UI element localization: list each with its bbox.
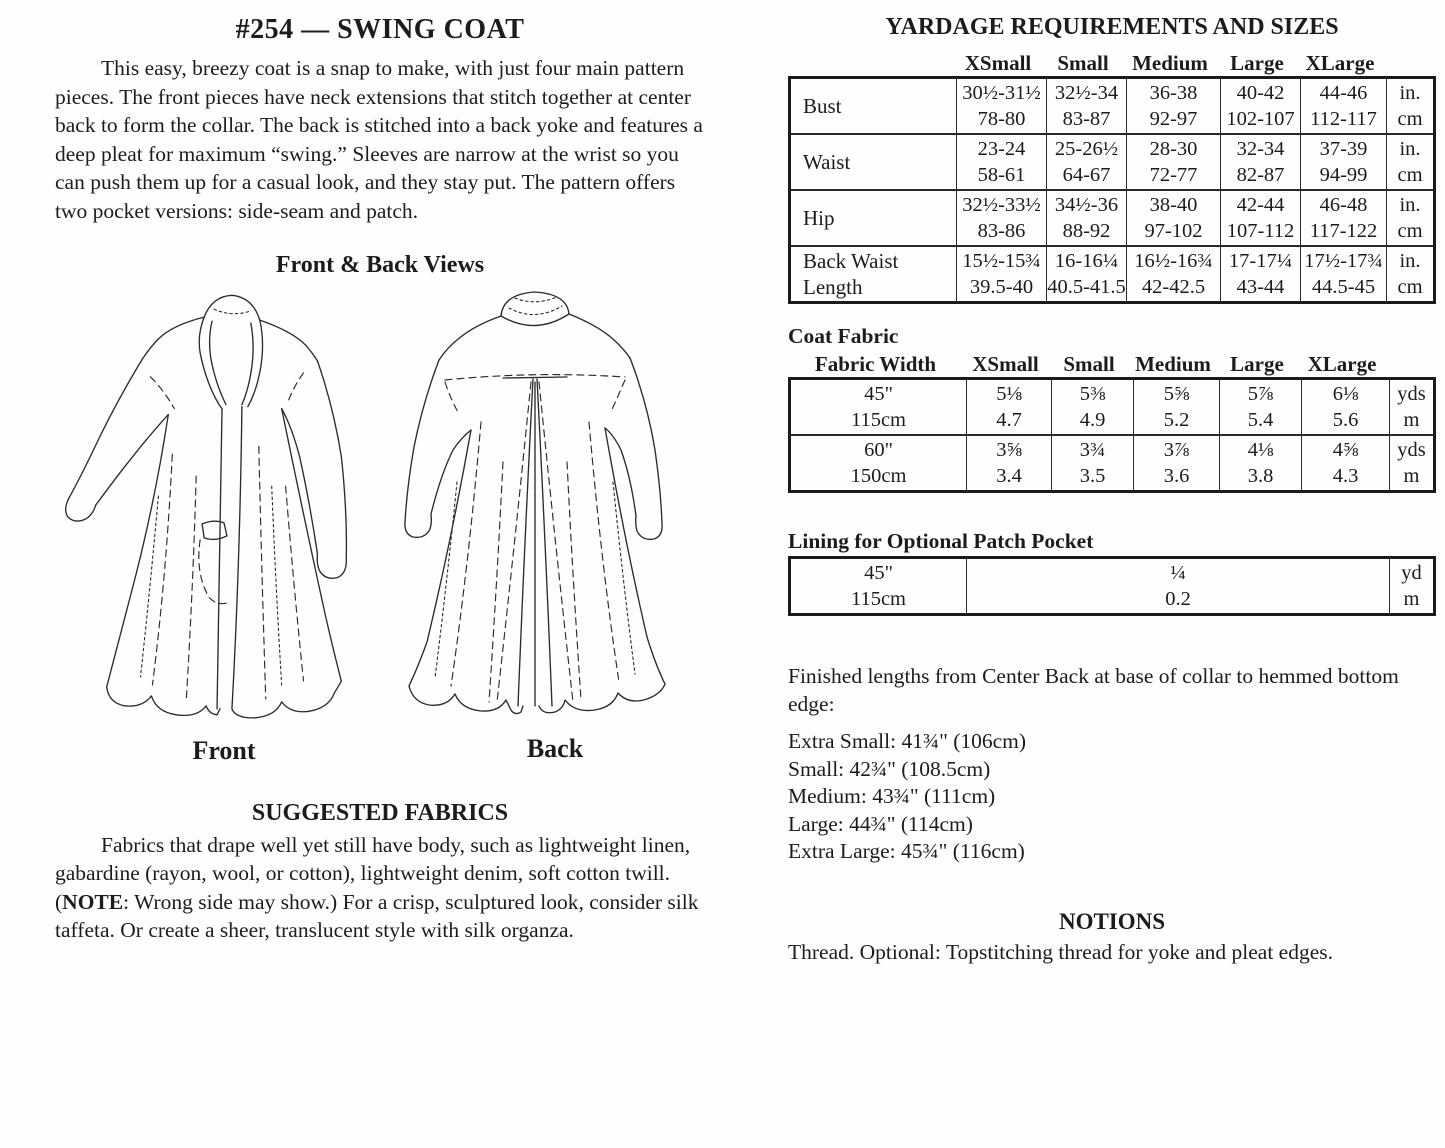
left-column bbox=[55, 12, 705, 945]
measure-cell bbox=[1046, 247, 1126, 301]
size-header-large: Large bbox=[1230, 51, 1284, 75]
value-cm: 112-117 bbox=[1310, 108, 1377, 130]
unit-cell bbox=[1386, 247, 1433, 301]
value-cm: 83-87 bbox=[1062, 108, 1111, 130]
value-cm: 58-61 bbox=[977, 164, 1026, 186]
value-yds: 3¾ bbox=[1079, 439, 1106, 461]
unit-cm: cm bbox=[1397, 276, 1423, 298]
back-label: Back bbox=[526, 733, 584, 763]
fabric-row-60 bbox=[791, 434, 1433, 490]
unit-cm: cm bbox=[1397, 108, 1423, 130]
yardage-cell bbox=[1133, 380, 1219, 434]
value-in: 23-24 bbox=[977, 138, 1026, 160]
unit-in: in. bbox=[1399, 82, 1421, 104]
value-m: 0.2 bbox=[1165, 588, 1191, 610]
value-cm: 92-97 bbox=[1149, 108, 1198, 130]
views-heading: Front & Back Views bbox=[275, 251, 485, 278]
measure-cell bbox=[956, 135, 1046, 189]
front-label: Front bbox=[192, 735, 256, 765]
value-cm: 78-80 bbox=[977, 108, 1026, 130]
value-yd: ¼ bbox=[1170, 562, 1186, 584]
coat-front-drawing bbox=[55, 286, 393, 736]
fabric-width-cell bbox=[791, 436, 966, 490]
unit-cell bbox=[1386, 79, 1433, 133]
value-in: 32½-33½ bbox=[962, 194, 1041, 216]
finished-length-xlarge: Extra Large: 45¾" (116cm) bbox=[788, 839, 1025, 864]
page-title: #254 — SWING COAT bbox=[235, 14, 525, 45]
value-in: 17½-17¾ bbox=[1304, 250, 1383, 272]
value-yds: 5⅜ bbox=[1079, 383, 1106, 405]
value-cm: 44.5-45 bbox=[1311, 276, 1376, 298]
coat-fabric-table bbox=[788, 377, 1436, 493]
value-m: 5.4 bbox=[1247, 409, 1274, 431]
value-m: 5.2 bbox=[1163, 409, 1190, 431]
measure-cell bbox=[1126, 247, 1220, 301]
yardage-cell bbox=[1133, 436, 1219, 490]
unit-in: in. bbox=[1399, 194, 1421, 216]
measure-cell bbox=[1220, 247, 1300, 301]
measure-cell bbox=[1046, 191, 1126, 245]
value-in: 44-46 bbox=[1319, 82, 1368, 104]
row-label: Back Waist Length bbox=[803, 249, 899, 299]
yardage-cell bbox=[966, 380, 1051, 434]
value-yds: 4⅛ bbox=[1247, 439, 1274, 461]
right-column bbox=[788, 12, 1436, 966]
value-in: 38-40 bbox=[1149, 194, 1198, 216]
measure-cell bbox=[1046, 79, 1126, 133]
value-m: 3.8 bbox=[1247, 465, 1274, 487]
measure-cell bbox=[1220, 135, 1300, 189]
width-cm: 115cm bbox=[850, 409, 907, 431]
spacer bbox=[1386, 351, 1436, 377]
unit-yd: yd bbox=[1401, 562, 1422, 584]
measure-cell bbox=[956, 247, 1046, 301]
value-in: 28-30 bbox=[1149, 138, 1198, 160]
notions-heading: NOTIONS bbox=[1058, 908, 1166, 934]
width-inches: 60" bbox=[864, 439, 893, 461]
size-header-small: Small bbox=[1063, 352, 1115, 376]
value-yds: 4⅝ bbox=[1332, 439, 1359, 461]
value-in: 37-39 bbox=[1319, 138, 1368, 160]
fabrics-text-pre: Fabrics that drape well yet still have body, such as lightweight linen, gabardine (rayon, wool, or cotton), lightweight denim, soft cotton twill. ( bbox=[55, 832, 691, 914]
value-cm: 107-112 bbox=[1226, 220, 1295, 242]
value-in: 42-44 bbox=[1236, 194, 1285, 216]
yardage-heading: YARDAGE REQUIREMENTS AND SIZES bbox=[885, 14, 1339, 40]
value-in: 32-34 bbox=[1236, 138, 1285, 160]
size-header-medium: Medium bbox=[1132, 51, 1208, 75]
measure-cell bbox=[1126, 79, 1220, 133]
value-in: 25-26½ bbox=[1054, 138, 1119, 160]
yardage-cell bbox=[1301, 436, 1389, 490]
value-in: 46-48 bbox=[1319, 194, 1368, 216]
measure-cell bbox=[1220, 191, 1300, 245]
measure-cell bbox=[1300, 247, 1386, 301]
fabrics-note: NOTE bbox=[62, 889, 124, 914]
value-yds: 6⅛ bbox=[1332, 383, 1359, 405]
finished-length-medium: Medium: 43¾" (111cm) bbox=[788, 784, 996, 809]
value-in: 30½-31½ bbox=[962, 82, 1041, 104]
value-in: 32½-34 bbox=[1054, 82, 1119, 104]
finished-length-large: Large: 44¾" (114cm) bbox=[788, 811, 973, 836]
value-cm: 102-107 bbox=[1226, 108, 1295, 130]
unit-cell bbox=[1386, 191, 1433, 245]
unit-m: m bbox=[1403, 409, 1420, 431]
value-m: 4.3 bbox=[1332, 465, 1359, 487]
yardage-table bbox=[788, 76, 1436, 304]
finished-lengths-intro: Finished lengths from Center Back at base of collar to hemmed bottom edge: bbox=[788, 664, 1399, 716]
measure-cell bbox=[1220, 79, 1300, 133]
size-header-xsmall: XSmall bbox=[972, 352, 1039, 376]
value-in: 40-42 bbox=[1236, 82, 1285, 104]
measure-cell bbox=[1126, 135, 1220, 189]
measure-cell bbox=[1046, 135, 1126, 189]
value-in: 17-17¼ bbox=[1228, 250, 1293, 272]
unit-cm: cm bbox=[1397, 164, 1423, 186]
unit-m: m bbox=[1403, 465, 1420, 487]
value-cm: 83-86 bbox=[977, 220, 1026, 242]
size-header-xlarge: XLarge bbox=[1305, 51, 1375, 75]
measure-cell bbox=[1300, 79, 1386, 133]
value-yds: 3⅞ bbox=[1163, 439, 1190, 461]
value-yds: 5⅞ bbox=[1247, 383, 1274, 405]
value-cm: 88-92 bbox=[1062, 220, 1111, 242]
fabric-row-45 bbox=[791, 380, 1433, 434]
unit-yds: yds bbox=[1397, 383, 1426, 405]
width-inches: 45" bbox=[864, 562, 893, 584]
yardage-cell bbox=[966, 559, 1389, 613]
size-header-xsmall: XSmall bbox=[964, 51, 1032, 75]
value-m: 3.6 bbox=[1163, 465, 1190, 487]
value-yds: 3⅝ bbox=[996, 439, 1022, 461]
yardage-cell bbox=[1219, 380, 1301, 434]
yardage-cell bbox=[1051, 436, 1133, 490]
suggested-fabrics-heading: SUGGESTED FABRICS bbox=[251, 799, 509, 826]
value-yds: 5⅛ bbox=[996, 383, 1022, 405]
measure-cell bbox=[1300, 191, 1386, 245]
lining-table bbox=[788, 556, 1436, 616]
fabric-width-cell bbox=[791, 380, 966, 434]
front-view-figure bbox=[55, 286, 393, 766]
yardage-row-bust bbox=[791, 79, 1433, 133]
size-header-medium: Medium bbox=[1135, 352, 1211, 376]
unit-cell bbox=[1389, 380, 1433, 434]
value-cm: 72-77 bbox=[1149, 164, 1198, 186]
spacer bbox=[1383, 50, 1436, 76]
finished-lengths-list bbox=[788, 728, 1436, 866]
row-label: Hip bbox=[803, 206, 835, 230]
coat-fabric-header-row bbox=[788, 351, 1436, 377]
yardage-cell bbox=[966, 436, 1051, 490]
unit-m: m bbox=[1403, 588, 1420, 610]
value-cm: 82-87 bbox=[1236, 164, 1285, 186]
unit-in: in. bbox=[1399, 138, 1421, 160]
yardage-size-header-row bbox=[788, 50, 1436, 76]
measure-cell bbox=[1300, 135, 1386, 189]
unit-cell bbox=[1386, 135, 1433, 189]
row-label: Bust bbox=[803, 94, 842, 118]
value-cm: 94-99 bbox=[1319, 164, 1368, 186]
coat-fabric-heading: Coat Fabric bbox=[788, 324, 899, 348]
yardage-cell bbox=[1219, 436, 1301, 490]
unit-yds: yds bbox=[1397, 439, 1426, 461]
finished-lengths-section bbox=[788, 662, 1436, 866]
value-m: 3.5 bbox=[1079, 465, 1106, 487]
unit-in: in. bbox=[1399, 250, 1421, 272]
measure-cell bbox=[1126, 191, 1220, 245]
value-m: 4.9 bbox=[1079, 409, 1106, 431]
value-cm: 97-102 bbox=[1144, 220, 1203, 242]
size-header-xlarge: XLarge bbox=[1307, 352, 1377, 376]
size-header-large: Large bbox=[1230, 352, 1284, 376]
value-m: 5.6 bbox=[1332, 409, 1359, 431]
coat-back-drawing bbox=[385, 282, 725, 734]
value-in: 36-38 bbox=[1149, 82, 1198, 104]
unit-cell bbox=[1389, 436, 1433, 490]
measure-cell bbox=[956, 191, 1046, 245]
coat-illustrations bbox=[55, 280, 705, 782]
value-cm: 117-122 bbox=[1309, 220, 1378, 242]
value-cm: 64-67 bbox=[1062, 164, 1111, 186]
spacer bbox=[788, 50, 953, 76]
width-cm: 150cm bbox=[850, 465, 907, 487]
value-cm: 42-42.5 bbox=[1141, 276, 1206, 298]
notions-text: Thread. Optional: Topstitching thread for yoke and pleat edges. bbox=[788, 939, 1333, 964]
row-label: Waist bbox=[803, 150, 851, 174]
value-in: 16-16¼ bbox=[1054, 250, 1119, 272]
finished-length-small: Small: 42¾" (108.5cm) bbox=[788, 756, 991, 781]
value-cm: 40.5-41.5 bbox=[1047, 276, 1126, 298]
yardage-cell bbox=[1051, 380, 1133, 434]
fabric-width-cell bbox=[791, 559, 966, 613]
width-cm: 115cm bbox=[850, 588, 907, 610]
lining-heading: Lining for Optional Patch Pocket bbox=[788, 529, 1094, 553]
width-inches: 45" bbox=[864, 383, 893, 405]
value-m: 3.4 bbox=[996, 465, 1022, 487]
value-cm: 39.5-40 bbox=[969, 276, 1034, 298]
yardage-row-waist bbox=[791, 133, 1433, 189]
value-yds: 5⅝ bbox=[1163, 383, 1190, 405]
value-in: 34½-36 bbox=[1054, 194, 1119, 216]
measure-cell bbox=[956, 79, 1046, 133]
back-view-figure bbox=[385, 282, 725, 764]
value-in: 15½-15¾ bbox=[962, 250, 1041, 272]
lining-row bbox=[791, 559, 1433, 613]
unit-cell bbox=[1389, 559, 1433, 613]
yardage-cell bbox=[1301, 380, 1389, 434]
suggested-fabrics-paragraph bbox=[55, 831, 705, 945]
finished-length-xsmall: Extra Small: 41¾" (106cm) bbox=[788, 729, 1027, 753]
yardage-row-back-waist-length bbox=[791, 245, 1433, 301]
yardage-row-hip bbox=[791, 189, 1433, 245]
unit-cm: cm bbox=[1397, 220, 1423, 242]
fabrics-text-post: : Wrong side may show.) For a crisp, sculptured look, consider silk taffeta. Or create a sheer, translucent style with silk organza. bbox=[55, 889, 699, 943]
value-m: 4.7 bbox=[996, 409, 1022, 431]
size-header-small: Small bbox=[1057, 51, 1109, 75]
fabric-width-header: Fabric Width bbox=[814, 352, 937, 376]
value-cm: 43-44 bbox=[1236, 276, 1285, 298]
pattern-description: This easy, breezy coat is a snap to make, with just four main pattern pieces. The front pieces have neck extensions that stitch together at center back to form the collar. The back is stitched into a back yoke and features a deep pleat for maximum “swing.” Sleeves are narrow at the wrist so you can push them up for a casual look, and they stay put. The pattern offers two pocket versions: side-seam and patch. bbox=[55, 56, 703, 223]
value-in: 16½-16¾ bbox=[1134, 250, 1213, 272]
